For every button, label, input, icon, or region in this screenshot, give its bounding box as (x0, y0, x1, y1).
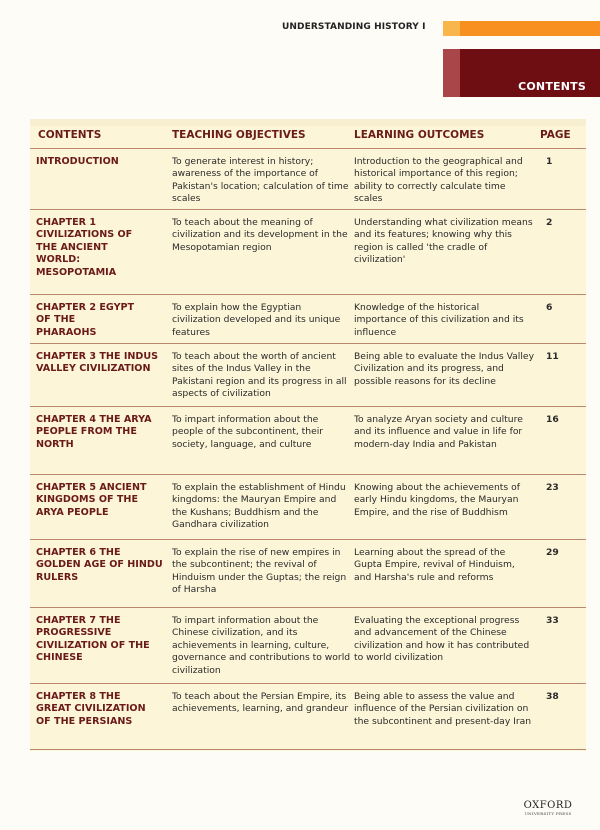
section-label: CONTENTS (518, 80, 586, 93)
page-number: 33 (546, 615, 559, 626)
teaching-objective: To explain the establishment of Hindu kingdoms: the Mauryan Empire and the Kushans; Buddhism and the Gandhara civilization (172, 482, 346, 531)
publisher-name: OXFORD (523, 800, 573, 811)
show-through-band (30, 119, 586, 126)
learning-outcome: Introduction to the geographical and historical importance of this region; ability to correctly calculate time scales (354, 156, 523, 205)
column-header-page: PAGE (540, 129, 571, 141)
teaching-objective: To teach about the worth of ancient sites of the Indus Valley in the Pakistani region and its progress in all aspects of civilization (172, 351, 347, 400)
page-number: 1 (546, 156, 553, 167)
page-number: 6 (546, 302, 553, 313)
section-band-accent (443, 49, 460, 97)
column-header-outcomes: LEARNING OUTCOMES (354, 129, 485, 141)
orange-header-bar (443, 21, 600, 36)
learning-outcome: To analyze Aryan society and culture and its influence and value in life for modern-day India and Pakistan (354, 414, 523, 450)
chapter-title: CHAPTER 2 EGYPT OF THE PHARAOHS (36, 302, 135, 338)
page-number: 11 (546, 351, 559, 362)
column-header-objectives: TEACHING OBJECTIVES (172, 129, 306, 141)
running-title: UNDERSTANDING HISTORY I (282, 22, 426, 32)
oxford-logo (518, 800, 578, 816)
table-row (30, 211, 586, 295)
table-row (30, 345, 586, 407)
orange-bar-accent (443, 21, 460, 36)
learning-outcome: Being able to evaluate the Indus Valley Civilization and its progress, and possible reasons for its decline (354, 351, 535, 387)
chapter-title: CHAPTER 1 CIVILIZATIONS OF THE ANCIENT WORLD: MESOPOTAMIA (36, 217, 133, 278)
chapter-title: CHAPTER 4 THE ARYA PEOPLE FROM THE NORTH (36, 414, 152, 450)
learning-outcome: Knowing about the achievements of early Hindu kingdoms, the Mauryan Empire, and the rise of Buddhism (354, 482, 520, 518)
chapter-title: CHAPTER 6 THE GOLDEN AGE OF HINDU RULERS (36, 547, 163, 583)
teaching-objective: To explain how the Egyptian civilization developed and its unique features (172, 302, 341, 338)
learning-outcome: Knowledge of the historical importance of this civilization and its influence (354, 302, 524, 338)
table-row (30, 296, 586, 344)
teaching-objective: To impart information about the people of the subcontinent, their society, language, and culture (172, 414, 324, 450)
learning-outcome: Understanding what civilization means and its features; knowing why this region is called 'the cradle of civilization' (354, 217, 533, 266)
table-row (30, 150, 586, 210)
page-number: 2 (546, 217, 553, 228)
column-header-contents: CONTENTS (38, 129, 102, 141)
learning-outcome: Being able to assess the value and influence of the Persian civilization on the subcontinent and present-day Iran (354, 691, 532, 727)
page-number: 38 (546, 691, 559, 702)
chapter-title: CHAPTER 3 THE INDUS VALLEY CIVILIZATION (36, 351, 159, 375)
table-row (30, 609, 586, 684)
chapter-title: CHAPTER 5 ANCIENT KINGDOMS OF THE ARYA PEOPLE (36, 482, 147, 518)
chapter-title: CHAPTER 8 THE GREAT CIVILIZATION OF THE PERSIANS (36, 691, 146, 727)
table-row (30, 476, 586, 540)
publisher-subtitle: UNIVERSITY PRESS (524, 811, 572, 816)
table-header (30, 126, 586, 149)
page-number: 16 (546, 414, 559, 425)
teaching-objective: To generate interest in history; awareness of the importance of Pakistan's location; calculation of time scales (172, 156, 349, 205)
table-row (30, 541, 586, 608)
chapter-title: INTRODUCTION (36, 156, 119, 167)
page-number: 29 (546, 547, 559, 558)
learning-outcome: Evaluating the exceptional progress and advancement of the Chinese civilization and how it has contributed to world civilization (354, 615, 530, 664)
teaching-objective: To teach about the Persian Empire, its achievements, learning, and grandeur (172, 691, 349, 715)
page-number: 23 (546, 482, 559, 493)
teaching-objective: To teach about the meaning of civilization and its development in the Mesopotamian region (172, 217, 348, 253)
chapter-title: CHAPTER 7 THE PROGRESSIVE CIVILIZATION OF THE CHINESE (36, 615, 150, 664)
table-row (30, 685, 586, 750)
teaching-objective: To explain the rise of new empires in the subcontinent; the revival of Hinduism under the Guptas; the reign of Harsha (172, 547, 347, 596)
teaching-objective: To impart information about the Chinese civilization, and its achievements in learning, culture, governance and contributions to world civilization (172, 615, 351, 676)
learning-outcome: Learning about the spread of the Gupta Empire, revival of Hinduism, and Harsha's rule and reforms (354, 547, 515, 583)
section-band (443, 49, 600, 97)
table-row (30, 408, 586, 475)
